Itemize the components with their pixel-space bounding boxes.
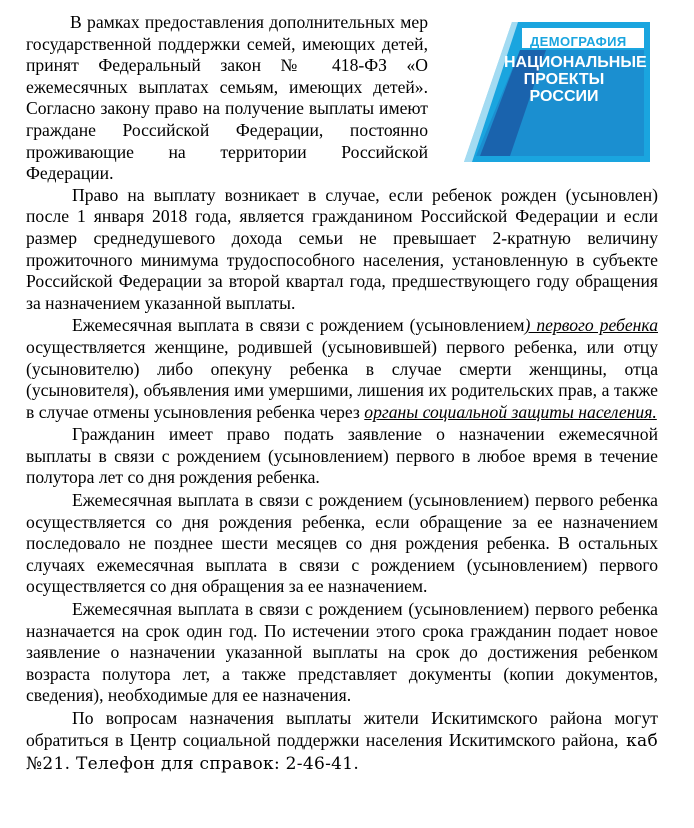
intro-paragraph: В рамках предоставления дополнительных мер государственной поддержки семей, имеющих детей, принят Федеральный закон № 418-ФЗ «О ежемесячных выплатах семьям, имеющих детей». Согласно закону право на получение выплаты имеют граждане Российской Федерации, постоянно проживающие на территории Российской Федерации. bbox=[26, 12, 428, 184]
paragraph-eligibility: Право на выплату возникает в случае, если ребенок рожден (усыновлен) после 1 января 2018 года, является гражданином Российской Федерации и если размер среднедушевого дохода семьи не превышает 2-кратную величину прожиточного минимума трудоспособного населения, установленную в субъекте Российской Федерации за второй квартал года, предшествующего году обращения за назначением указанной выплаты. bbox=[26, 184, 658, 313]
contacts-text: По вопросам назначения выплаты жители Искитимского района могут обратиться в Центр социальной поддержки населения Искитимского района, bbox=[26, 708, 658, 750]
document-body bbox=[26, 12, 658, 775]
paragraph-contacts bbox=[26, 707, 658, 775]
recipients-text-2: осуществляется женщине, родившей (усыновившей) первого ребенка, или отцу (усыновителю) либо опекуну ребенка в случае смерти женщины, отца (усыновителя), объявления ими умершими, лишения их родительских прав, а также в случае отмены усыновления ребенка через bbox=[26, 336, 658, 422]
contacts-phone: каб №21. Телефон для справок: 2-46-41. bbox=[26, 731, 658, 774]
paragraph-application: Гражданин имеет право подать заявление о назначении ежемесячной выплаты в связи с рождением (усыновлением) первого в любое время в течение полутора лет со дня рождения ребенка. bbox=[26, 424, 658, 488]
paragraph-payment-start: Ежемесячная выплата в связи с рождением (усыновлением) первого ребенка осуществляется со дня рождения ребенка, если обращение за ее назначением последовало не позднее шести месяцев со дня рождения ребенка. В остальных случаях ежемесячная выплата в связи с рождением (усыновлением) первого осуществляется со дня обращения за ее назначением. bbox=[26, 490, 658, 597]
social-protection-emphasis: органы социальной защиты населения. bbox=[364, 401, 657, 422]
paragraph-recipients bbox=[26, 315, 658, 423]
first-child-emphasis: ) первого ребенка bbox=[524, 315, 658, 336]
logo-line-1: НАЦИОНАЛЬНЫЕ bbox=[504, 54, 647, 71]
recipients-text-1: Ежемесячная выплата в связи с рождением (усыновлением bbox=[72, 315, 525, 336]
logo-line-2: ПРОЕКТЫ bbox=[523, 71, 605, 88]
logo-line-3: РОССИИ bbox=[529, 88, 599, 105]
paragraph-term: Ежемесячная выплата в связи с рождением (усыновлением) первого ребенка назначается на срок один год. По истечении этого срока гражданин подает новое заявление о назначении указанной выплаты на срок до достижения ребенком возраста полутора лет, а также представляет документы (копии документов, сведения), необходимые для ее назначения. bbox=[26, 599, 658, 706]
intro-block bbox=[26, 12, 428, 185]
logo-top-text: ДЕМОГРАФИЯ bbox=[530, 34, 627, 49]
